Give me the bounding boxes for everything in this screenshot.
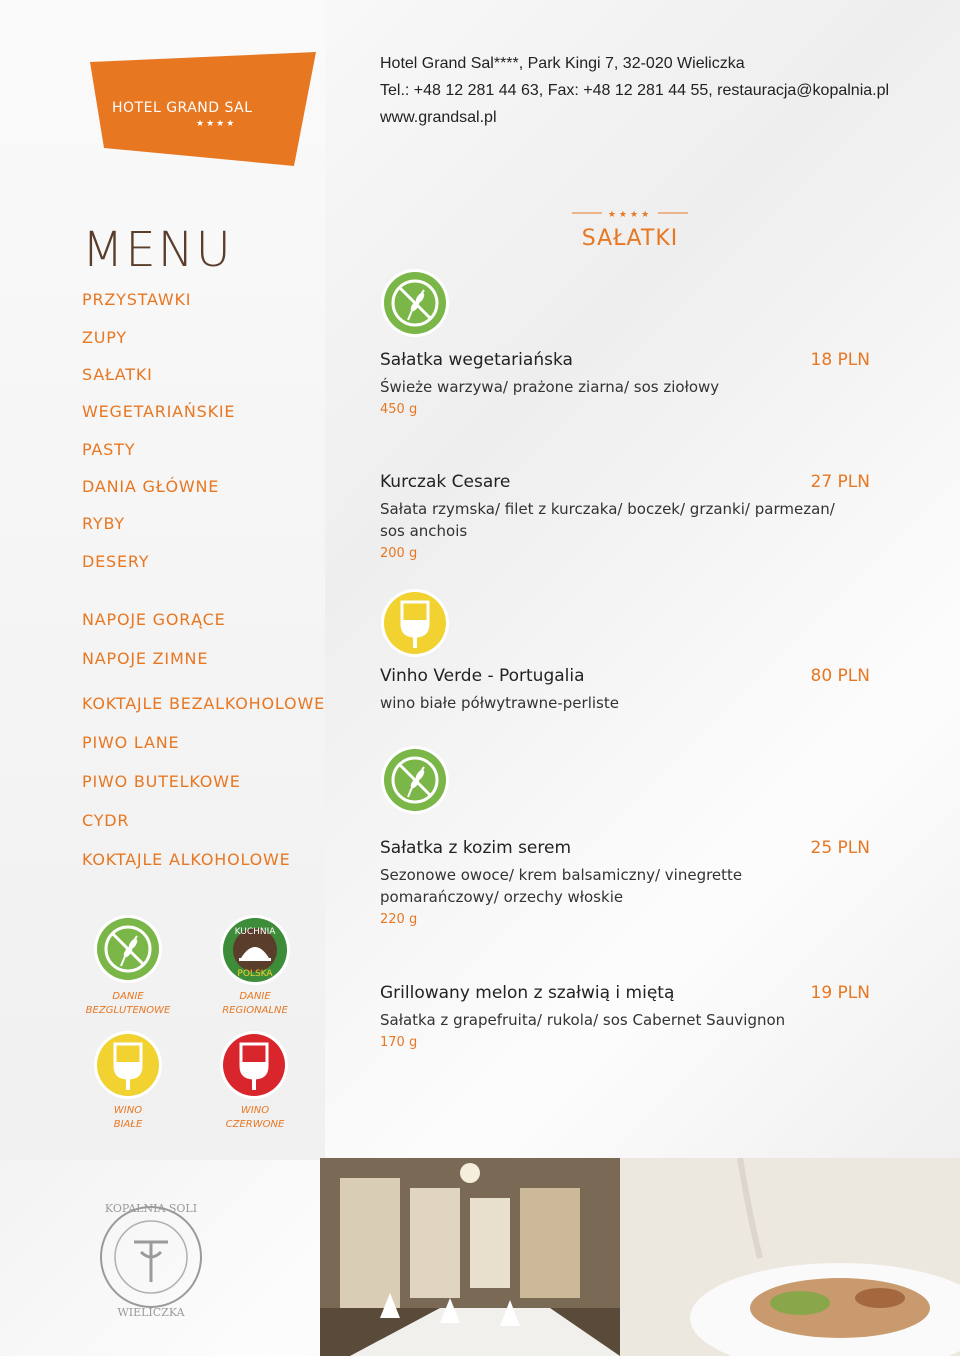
item-name: Sałatka z kozim serem (380, 838, 572, 858)
section-title: SAŁATKI (581, 226, 679, 251)
hotel-logo[interactable] (90, 52, 316, 166)
item-weight: 200 g (380, 546, 418, 561)
stamp-top-text: KOPALNIA SOLI (104, 1202, 198, 1215)
restaurant-photo-illustration (320, 1158, 960, 1356)
regional-cuisine-icon (219, 914, 291, 986)
menu-item[interactable] (380, 983, 870, 1050)
item-name: Kurczak Cesare (380, 472, 511, 492)
item-name: Sałatka wegetariańska (380, 350, 573, 370)
legend-label-line: DANIE (112, 991, 144, 1002)
legend-regional-label (190, 990, 320, 1018)
nav-item-pasty[interactable]: PASTY (82, 440, 136, 459)
white-wine-icon (93, 1030, 163, 1100)
legend-label-line: CZERWONE (225, 1119, 285, 1130)
menu-item[interactable] (380, 838, 870, 927)
stamp-bottom-text: WIELICZKA (117, 1306, 185, 1319)
menu-item[interactable] (380, 350, 870, 417)
hotel-phone-email[interactable]: Tel.: +48 12 281 44 63, Fax: +48 12 281 44 55, restauracja@kopalnia.pl (380, 82, 890, 99)
item-price: 25 PLN (810, 838, 870, 858)
legend-label-line: REGIONALNE (222, 1005, 288, 1016)
legend-label-line: BEZGLUTENOWE (85, 1005, 171, 1016)
white-wine-icon (380, 588, 450, 658)
legend-label-line: WINO (240, 1105, 270, 1116)
menu-item[interactable] (380, 666, 870, 714)
section-deco-stars: ★★★★ (607, 209, 653, 219)
sidebar (0, 0, 325, 1160)
nav-item-napoje-zimne[interactable]: NAPOJE ZIMNE (82, 649, 209, 668)
item-description: Sałatka z grapefruita/ rukola/ sos Cabernet Sauvignon (380, 1011, 786, 1029)
legend-label-line: DANIE (239, 991, 271, 1002)
hotel-website[interactable]: www.grandsal.pl (380, 109, 497, 126)
logo-stars: ★★★★ (196, 118, 237, 128)
item-price: 80 PLN (810, 666, 870, 686)
legend-white-wine-label (63, 1104, 193, 1132)
item-description: Świeże warzywa/ prażone ziarna/ sos ziołowy (380, 378, 720, 396)
legend-label-line: WINO (113, 1105, 143, 1116)
section-decoration (572, 206, 688, 220)
gluten-free-icon (380, 268, 450, 338)
nav-item-koktajle-bezalkoholowe[interactable]: KOKTAJLE BEZALKOHOLOWE (82, 694, 325, 713)
item-name: Grillowany melon z szałwią i miętą (380, 983, 675, 1003)
item-weight: 450 g (380, 402, 418, 417)
legend-red-wine-label (190, 1104, 320, 1132)
nav-item-salatki[interactable]: SAŁATKI (82, 365, 153, 384)
nav-item-cydr[interactable]: CYDR (82, 811, 130, 830)
legend-label-line: BIAŁE (113, 1119, 143, 1130)
item-name: Vinho Verde - Portugalia (380, 666, 585, 686)
nav-item-ryby[interactable]: RYBY (82, 514, 125, 533)
item-description: Sałata rzymska/ filet z kurczaka/ boczek/ grzanki/ parmezan/ sos anchois (380, 500, 835, 540)
gluten-free-icon (93, 914, 163, 984)
nav-item-przystawki[interactable]: PRZYSTAWKI (82, 290, 192, 309)
hotel-contact-info (380, 50, 889, 131)
nav-item-dania-glowne[interactable]: DANIA GŁÓWNE (82, 477, 220, 496)
red-wine-icon (219, 1030, 289, 1100)
nav-item-piwo-lane[interactable]: PIWO LANE (82, 733, 180, 752)
nav-item-napoje-gorace[interactable]: NAPOJE GORĄCE (82, 610, 226, 629)
legend-gluten-free-label (63, 990, 193, 1018)
menu-title: MENU (82, 222, 233, 278)
hotel-address: Hotel Grand Sal****, Park Kingi 7, 32-020 Wieliczka (380, 55, 745, 72)
menu-item[interactable] (380, 472, 870, 561)
item-weight: 170 g (380, 1035, 418, 1050)
kopalnia-soli-stamp (86, 1192, 216, 1322)
nav-item-piwo-butelkowe[interactable]: PIWO BUTELKOWE (82, 772, 241, 791)
item-description: wino białe półwytrawne-perliste (380, 694, 619, 712)
badge-top-text: KUCHNIA (234, 927, 276, 937)
item-price: 27 PLN (810, 472, 870, 492)
item-price: 19 PLN (810, 983, 870, 1003)
gluten-free-icon (380, 745, 450, 815)
item-description: Sezonowe owoce/ krem balsamiczny/ vinegrette pomarańczowy/ orzechy włoskie (380, 866, 743, 906)
badge-bottom-text: POLSKA (237, 969, 273, 979)
nav-item-desery[interactable]: DESERY (82, 552, 150, 571)
nav-item-koktajle-alkoholowe[interactable]: KOKTAJLE ALKOHOLOWE (82, 850, 291, 869)
restaurant-photo (320, 1158, 960, 1356)
nav-item-zupy[interactable]: ZUPY (82, 328, 127, 347)
item-price: 18 PLN (810, 350, 870, 370)
item-weight: 220 g (380, 912, 418, 927)
logo-text: HOTEL GRAND SAL (112, 100, 253, 116)
nav-item-wegetarianskie[interactable]: WEGETARIAŃSKIE (82, 402, 236, 421)
